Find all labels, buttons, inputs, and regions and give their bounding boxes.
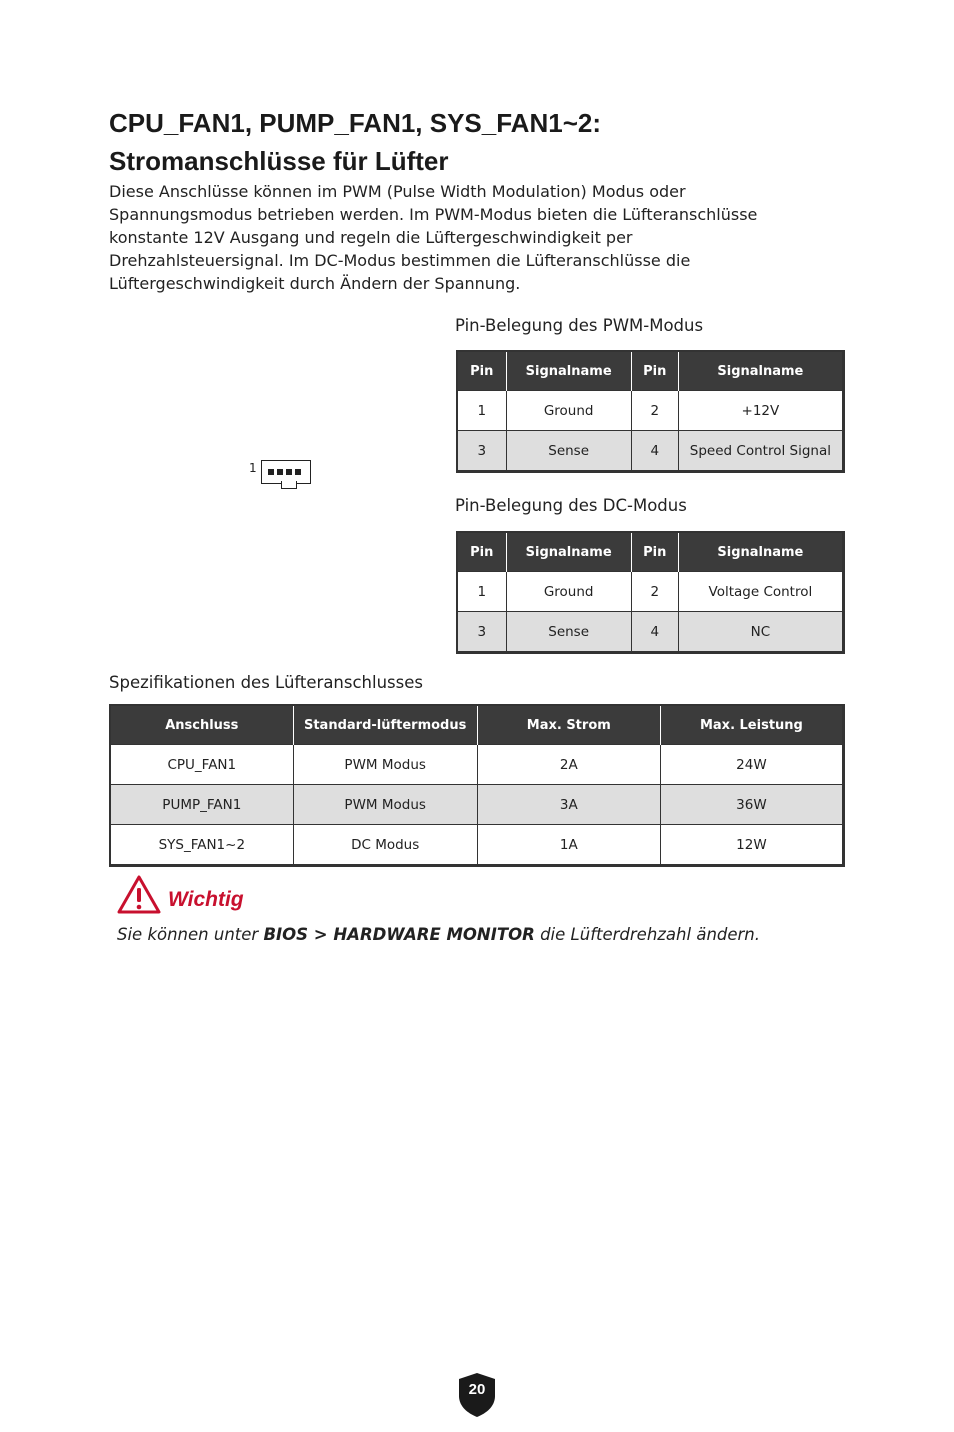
spec-table-caption: Spezifikationen des Lüfteranschlusses [109, 673, 423, 692]
table-header-cell: Signalname [506, 351, 631, 391]
page-number-badge [457, 1372, 497, 1418]
table-cell: 2A [477, 745, 660, 785]
table-header-cell: Pin [457, 351, 506, 391]
table-header-cell: Max. Strom [477, 705, 660, 745]
table-header-row [457, 532, 844, 572]
table-cell: PUMP_FAN1 [110, 785, 293, 825]
pwm-table-caption: Pin-Belegung des PWM-Modus [455, 316, 704, 335]
connector-latch [281, 481, 297, 489]
important-text-before: Sie können unter [117, 925, 264, 944]
table-header-cell: Pin [631, 532, 678, 572]
table-row [457, 431, 844, 472]
table-header-cell: Anschluss [110, 705, 293, 745]
connector-pin-1-label: 1 [249, 461, 257, 475]
table-cell: CPU_FAN1 [110, 745, 293, 785]
table-row [457, 391, 844, 431]
important-text-after: die Lüfterdrehzahl ändern. [534, 925, 761, 944]
connector-pin-dot [268, 469, 274, 475]
page-title-line-2: Stromanschlüsse für Lüfter [109, 146, 449, 176]
table-cell: Sense [506, 431, 631, 472]
page-title-line-1: CPU_FAN1, PUMP_FAN1, SYS_FAN1~2: [109, 108, 601, 138]
fan-spec-table [109, 704, 845, 867]
table-header-cell: Max. Leistung [660, 705, 843, 745]
important-text-bold: BIOS > HARDWARE MONITOR [263, 925, 535, 944]
table-cell: 1 [457, 391, 506, 431]
important-text [117, 925, 760, 944]
table-cell: 1 [457, 572, 506, 612]
connector-body [261, 460, 311, 484]
warning-triangle-icon [116, 874, 162, 916]
table-cell: NC [678, 612, 843, 653]
dc-table-caption: Pin-Belegung des DC-Modus [455, 496, 687, 515]
table-header-cell: Standard-lüftermodus [293, 705, 477, 745]
table-cell: 4 [631, 612, 678, 653]
table-cell: PWM Modus [293, 785, 477, 825]
table-cell: PWM Modus [293, 745, 477, 785]
table-cell: 2 [631, 391, 678, 431]
table-cell: Ground [506, 391, 631, 431]
table-cell: 4 [631, 431, 678, 472]
table-header-cell: Signalname [678, 532, 843, 572]
table-cell: +12V [678, 391, 843, 431]
page-number: 20 [468, 1381, 486, 1398]
table-cell: 1A [477, 825, 660, 866]
table-header-cell: Signalname [506, 532, 631, 572]
table-cell: Voltage Control [678, 572, 843, 612]
important-label: Wichtig [168, 888, 244, 911]
table-cell: Ground [506, 572, 631, 612]
table-cell: 3A [477, 785, 660, 825]
table-cell: 3 [457, 612, 506, 653]
dc-pin-table [456, 531, 845, 654]
table-header-cell: Pin [631, 351, 678, 391]
connector-pin-dot [295, 469, 301, 475]
table-row [457, 612, 844, 653]
table-row [110, 785, 844, 825]
table-row [110, 745, 844, 785]
table-header-cell: Signalname [678, 351, 843, 391]
pwm-pin-table [456, 350, 845, 473]
table-header-cell: Pin [457, 532, 506, 572]
connector-pin-dot [286, 469, 292, 475]
intro-paragraph: Diese Anschlüsse können im PWM (Pulse Width Modulation) Modus oder Spannungsmodus betrieben werden. Im PWM-Modus bieten die Lüfteranschlüsse konstante 12V Ausgang und regeln die Lüftergeschwindigkeit per Drehzahlsteuersignal. Im DC-Modus bestimmen die Lüfteranschlüsse die Lüftergeschwindigkeit durch Ändern der Spannung. [109, 182, 758, 293]
table-cell: 12W [660, 825, 843, 866]
table-header-row [457, 351, 844, 391]
connector-pin-dot [277, 469, 283, 475]
table-row [110, 825, 844, 866]
table-cell: 36W [660, 785, 843, 825]
table-cell: 3 [457, 431, 506, 472]
table-cell: 2 [631, 572, 678, 612]
table-row [457, 572, 844, 612]
table-cell: SYS_FAN1~2 [110, 825, 293, 866]
table-cell: DC Modus [293, 825, 477, 866]
page-title [109, 104, 869, 180]
table-header-row [110, 705, 844, 745]
table-cell: Sense [506, 612, 631, 653]
table-cell: Speed Control Signal [678, 431, 843, 472]
table-cell: 24W [660, 745, 843, 785]
